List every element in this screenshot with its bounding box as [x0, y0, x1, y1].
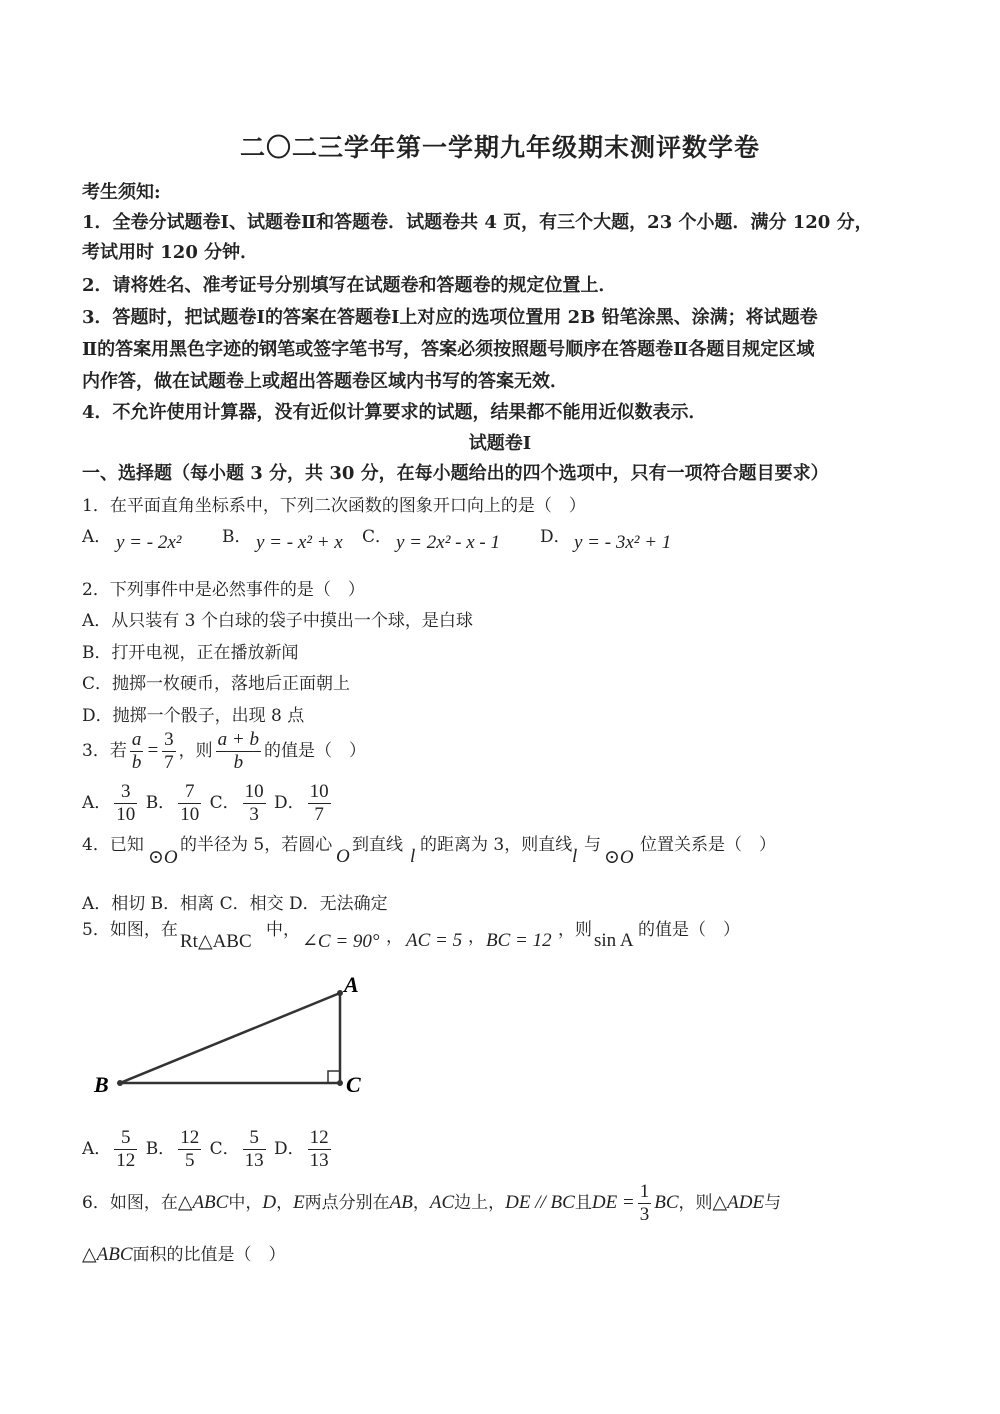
q3-ratio-den: 7: [164, 752, 174, 773]
vertex-b: [117, 1080, 123, 1086]
notice-heading: 考生须知:: [82, 182, 161, 203]
q6-t7: 且: [574, 1193, 592, 1213]
q4-t1: 4．已知: [82, 835, 144, 855]
q3-d-den: 7: [314, 804, 324, 825]
label-b: B: [94, 1072, 109, 1097]
q1-label-d: D．: [540, 527, 571, 547]
q4-line-2: l: [572, 846, 578, 867]
q3-expr-num: a + b: [217, 729, 259, 750]
q5-label-a: A．: [82, 1139, 112, 1159]
q4-circle-2: ⊙O: [604, 847, 634, 868]
section-title: 试题卷Ⅰ: [468, 433, 532, 454]
q3-prefix: 3．若: [82, 741, 127, 761]
q6-frac-num: 1: [639, 1181, 650, 1202]
q6-tri-ade: △ADE: [712, 1192, 765, 1213]
q5-t3: ，则: [558, 920, 592, 940]
q3-c-den: 3: [249, 804, 259, 825]
q3-expr-fraction: [216, 729, 261, 774]
q3-b-den: 10: [180, 804, 200, 825]
q3-option-d: [308, 781, 331, 826]
notice-item: 内作答，做在试题卷上或超出答题卷区域内书写的答案无效．: [82, 371, 568, 392]
q1-label-a: A．: [82, 527, 112, 547]
q3-a-den: 10: [116, 804, 136, 825]
q6-parallel: DE // BC: [505, 1192, 575, 1213]
q5-options: [82, 1126, 334, 1172]
q4-t6: 位置关系是（ ）: [640, 835, 776, 855]
q5-comma-1: ，: [386, 927, 403, 947]
q5-option-c: [243, 1127, 266, 1172]
q6-t5: ，: [412, 1193, 430, 1213]
q5-label-d: D．: [274, 1139, 305, 1159]
label-c: C: [346, 1072, 361, 1097]
q2-option-a: A．从只装有 3 个白球的袋子中摸出一个球，是白球: [82, 611, 473, 631]
q5-bc: BC = 12: [486, 930, 552, 951]
q6-d: D: [262, 1192, 277, 1213]
q5-t1: 5．如图，在: [82, 920, 178, 940]
q3-equals: =: [146, 740, 160, 761]
q3-a-num: 3: [114, 781, 137, 804]
q6-t8: ，则: [678, 1193, 713, 1213]
q4-t2: 的半径为 5，若圆心: [180, 835, 333, 855]
q2-option-b: B．打开电视，正在播放新闻: [82, 643, 299, 663]
q5-d-den: 13: [309, 1150, 329, 1171]
q6-t9: 与: [764, 1193, 782, 1213]
q3-option-a: [114, 781, 137, 826]
notice-item: 4．不允许使用计算器，没有近似计算要求的试题，结果都不能用近似数表示．: [82, 402, 707, 423]
q5-t4: 的值是（ ）: [638, 920, 740, 940]
label-a: A: [344, 972, 359, 997]
q3-given-num: a: [131, 729, 142, 750]
q3-given-fraction: [130, 729, 144, 774]
vertex-c: [337, 1080, 343, 1086]
q5-sin: sin A: [594, 930, 634, 951]
q3-option-c: [243, 781, 266, 826]
q5-label-c: C．: [209, 1139, 240, 1159]
q3-option-b: [178, 781, 201, 826]
q2-option-d: D．抛掷一个骰子，出现 8 点: [82, 706, 305, 726]
q6-t10: 面积的比值是（ ）: [132, 1245, 286, 1265]
q4-t5: 与: [584, 835, 601, 855]
q3-given-den: b: [131, 752, 142, 773]
q1-option-d: y = - 3x² + 1: [574, 532, 672, 553]
notice-item: 3．答题时，把试题卷Ⅰ的答案在答题卷Ⅰ上对应的选项位置用 2B 铅笔涂黑、涂满；将试题卷: [82, 307, 818, 328]
q6-stem: [82, 1180, 781, 1226]
q3-ratio-fraction: [162, 729, 176, 774]
triangle-figure: [90, 968, 380, 1098]
q5-option-d: [308, 1127, 331, 1172]
q5-comma-2: ，: [468, 927, 485, 947]
q6-frac-den: 3: [639, 1204, 650, 1225]
q2-option-c: C．抛掷一枚硬币，落地后正面朝上: [82, 674, 351, 694]
q3-expr-den: b: [233, 752, 244, 773]
q5-triangle: Rt△ABC: [180, 931, 252, 952]
q4-t4: 的距离为 3，则直线: [420, 835, 573, 855]
vertex-a: [337, 990, 343, 996]
q5-a-num: 5: [114, 1127, 137, 1150]
q5-ac: AC = 5: [406, 930, 463, 951]
q6-fraction: [638, 1181, 652, 1226]
part-one-heading: 一、选择题（每小题 3 分，共 30 分，在每小题给出的四个选项中，只有一项符合题目要求）: [82, 463, 829, 484]
q3-suffix: 的值是（ ）: [263, 741, 366, 761]
q6-t6: 边上，: [454, 1193, 506, 1213]
q3-b-num: 7: [178, 781, 201, 804]
q6-t2: 中，: [228, 1193, 263, 1213]
notice-item: 考试用时 120 分钟．: [82, 242, 259, 263]
q1-option-a: y = - 2x²: [116, 532, 182, 553]
q5-b-num: 12: [180, 1127, 200, 1148]
q3-d-num: 10: [309, 781, 329, 802]
q1-label-c: C．: [362, 527, 393, 547]
q3-c-num: 10: [244, 781, 264, 802]
notice-item: 1．全卷分试题卷Ⅰ、试题卷Ⅱ和答题卷．试题卷共 4 页，有三个大题，23 个小题．满分 120 分，: [82, 212, 873, 233]
q6-de: DE =: [591, 1192, 635, 1213]
q6-tri-abc-2: △ABC: [82, 1244, 133, 1265]
q5-option-a: [114, 1127, 137, 1172]
q6-t4: 两点分别在: [304, 1193, 390, 1213]
q6-line-2: [82, 1240, 286, 1266]
q1-label-b: B．: [222, 527, 252, 547]
q3-options: [82, 780, 334, 826]
page-title: 二〇二三学年第一学期九年级期末测评数学卷: [239, 133, 760, 162]
q1-stem: 1．在平面直角坐标系中，下列二次函数的图象开口向上的是（ ）: [82, 496, 586, 516]
q1-option-b: y = - x² + x: [256, 532, 343, 553]
q6-t3: ，: [276, 1193, 294, 1213]
q6-ab: AB: [389, 1192, 413, 1213]
q1-option-c: y = 2x² - x - 1: [396, 532, 500, 553]
notice-item: Ⅱ的答案用黑色字迹的钢笔或签字笔书写，答案必须按照题号顺序在答题卷Ⅱ各题目规定区域: [82, 339, 815, 360]
q3-stem: [82, 728, 366, 774]
q5-d-num: 12: [309, 1127, 329, 1148]
q4-t3: 到直线: [352, 835, 403, 855]
q6-ac: AC: [429, 1192, 455, 1213]
q6-e: E: [293, 1192, 305, 1213]
q2-stem: 2．下列事件中是必然事件的是（ ）: [82, 580, 365, 600]
notice-item: 2．请将姓名、准考证号分别填写在试题卷和答题卷的规定位置上．: [82, 275, 617, 296]
q5-label-b: B．: [145, 1139, 176, 1159]
q5-c-den: 13: [244, 1150, 264, 1171]
q5-b-den: 5: [184, 1150, 195, 1171]
q6-tri-abc: △ABC: [177, 1192, 229, 1213]
q3-label-b: B．: [145, 793, 176, 813]
q3-ratio-num: 3: [164, 729, 174, 750]
q3-label-d: D．: [274, 793, 305, 813]
q4-circle: ⊙O: [148, 847, 178, 868]
q5-a-den: 12: [116, 1150, 136, 1171]
q6-bc: BC: [654, 1192, 679, 1213]
q4-line: l: [410, 846, 416, 867]
q5-option-b: [178, 1127, 201, 1172]
q6-t1: 6．如图，在: [82, 1193, 178, 1213]
q5-angle: ∠C = 90°: [302, 931, 380, 952]
q4-options: A．相切 B．相离 C．相交 D．无法确定: [82, 894, 388, 914]
q4-center: O: [336, 846, 350, 867]
q5-c-num: 5: [243, 1127, 266, 1150]
side-ab: [120, 993, 340, 1083]
q5-t2: 中，: [266, 920, 300, 940]
q3-mid: ，则: [178, 741, 213, 761]
q3-label-c: C．: [209, 793, 240, 813]
q3-label-a: A．: [82, 793, 112, 813]
